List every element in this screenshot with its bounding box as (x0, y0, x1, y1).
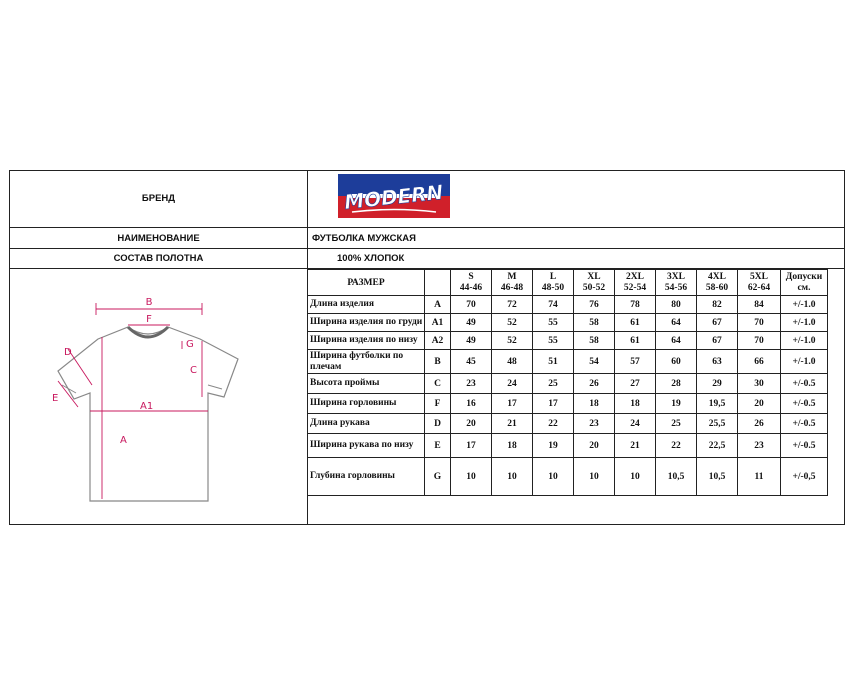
tolerance-value: +/-0.5 (781, 414, 828, 434)
tshirt-measurement-diagram (40, 289, 250, 523)
measurement-value: 52 (492, 332, 533, 350)
size-column-header (574, 270, 615, 296)
tolerance-value: +/-1.0 (781, 296, 828, 314)
diagram-label: C (190, 365, 197, 376)
measurement-value: 67 (697, 332, 738, 350)
name-value: ФУТБОЛКА МУЖСКАЯ (312, 233, 416, 244)
size-name: L (549, 271, 557, 282)
table-row (308, 296, 828, 314)
measurement-code: G (425, 458, 451, 496)
name-label: НАИМЕНОВАНИЕ (117, 233, 200, 244)
measurement-value: 19,5 (697, 394, 738, 414)
fabric-value: 100% ХЛОПОК (337, 253, 405, 264)
measurement-value: 10 (451, 458, 492, 496)
measurement-value: 26 (738, 414, 781, 434)
measurement-name: Ширина изделия по низу (308, 332, 425, 350)
measurement-value: 74 (533, 296, 574, 314)
measurement-value: 76 (574, 296, 615, 314)
measurement-value: 70 (451, 296, 492, 314)
measurement-name: Ширина изделия по груди (308, 314, 425, 332)
size-range: 46-48 (500, 282, 524, 293)
measurement-value: 16 (451, 394, 492, 414)
measurement-value: 23 (451, 374, 492, 394)
tolerance-value: +/-1.0 (781, 314, 828, 332)
measurement-value: 51 (533, 350, 574, 374)
measurement-value: 70 (738, 332, 781, 350)
measurement-value: 70 (738, 314, 781, 332)
svg-text:MODERN: MODERN (343, 179, 445, 215)
measurement-value: 19 (656, 394, 697, 414)
measurement-value: 49 (451, 332, 492, 350)
measurement-name: Ширина рукава по низу (308, 434, 425, 458)
measurement-value: 61 (615, 332, 656, 350)
size-column-header (451, 270, 492, 296)
table-row (308, 414, 828, 434)
table-row (308, 434, 828, 458)
measurement-value: 66 (738, 350, 781, 374)
measurement-value: 58 (574, 314, 615, 332)
measurement-value: 30 (738, 374, 781, 394)
measurement-value: 17 (492, 394, 533, 414)
measurement-value: 64 (656, 314, 697, 332)
measurement-value: 58 (574, 332, 615, 350)
tolerance-value: +/-0.5 (781, 374, 828, 394)
diagram-label: A (120, 435, 127, 446)
divider (10, 248, 844, 249)
table-row (308, 374, 828, 394)
measurement-value: 26 (574, 374, 615, 394)
diagram-label: F (146, 314, 152, 325)
measurement-value: 10 (533, 458, 574, 496)
table-row (308, 458, 828, 496)
size-range: 50-52 (582, 282, 606, 293)
measurement-code: F (425, 394, 451, 414)
measurement-value: 17 (451, 434, 492, 458)
measurement-value: 84 (738, 296, 781, 314)
diagram-label: B (145, 297, 153, 308)
measurement-value: 57 (615, 350, 656, 374)
measurement-code: A (425, 296, 451, 314)
brand-logo (338, 174, 450, 218)
measurement-value: 22,5 (697, 434, 738, 458)
diagram-label: G (186, 339, 194, 350)
measurement-value: 52 (492, 314, 533, 332)
measurement-value: 10,5 (697, 458, 738, 496)
measurement-code: A1 (425, 314, 451, 332)
measurement-value: 10 (574, 458, 615, 496)
tolerance-value: +/-1.0 (781, 350, 828, 374)
size-name: 3XL (667, 271, 685, 282)
measurement-value: 54 (574, 350, 615, 374)
table-row (308, 314, 828, 332)
size-column-header (492, 270, 533, 296)
measurement-value: 48 (492, 350, 533, 374)
measurement-code: C (425, 374, 451, 394)
measurement-value: 24 (615, 414, 656, 434)
measurement-value: 72 (492, 296, 533, 314)
divider (10, 227, 844, 228)
measurement-value: 22 (656, 434, 697, 458)
measurement-value: 21 (615, 434, 656, 458)
size-name: M (507, 271, 517, 282)
code-header (425, 270, 451, 296)
size-column-header (615, 270, 656, 296)
table-row (308, 332, 828, 350)
table-row (308, 350, 828, 374)
measurement-value: 55 (533, 314, 574, 332)
measurement-value: 10,5 (656, 458, 697, 496)
measurement-value: 55 (533, 332, 574, 350)
size-range: 44-46 (459, 282, 483, 293)
measurement-name: Длина изделия (308, 296, 425, 314)
measurement-value: 64 (656, 332, 697, 350)
measurement-value: 82 (697, 296, 738, 314)
size-range: 54-56 (664, 282, 688, 293)
brand-label: БРЕНД (141, 193, 176, 204)
measurement-value: 21 (492, 414, 533, 434)
measurement-value: 11 (738, 458, 781, 496)
measurement-value: 18 (492, 434, 533, 458)
diagram-label: D (64, 347, 72, 358)
measurement-value: 25,5 (697, 414, 738, 434)
size-range: 52-54 (623, 282, 647, 293)
size-range: 48-50 (541, 282, 565, 293)
tolerance-header: Допуски см. (781, 270, 828, 296)
measurement-value: 20 (451, 414, 492, 434)
size-name: S (468, 271, 474, 282)
measurement-value: 29 (697, 374, 738, 394)
measurement-name: Высота проймы (308, 374, 425, 394)
measurement-code: D (425, 414, 451, 434)
size-name: XL (587, 271, 601, 282)
size-name: 2XL (626, 271, 644, 282)
measurement-name: Ширина футболки по плечам (308, 350, 425, 374)
size-column-header (533, 270, 574, 296)
measurement-value: 78 (615, 296, 656, 314)
size-name: 4XL (708, 271, 726, 282)
measurement-value: 25 (533, 374, 574, 394)
size-range: 58-60 (705, 282, 729, 293)
tolerance-value: +/-0.5 (781, 434, 828, 458)
measurement-code: E (425, 434, 451, 458)
measurement-value: 10 (615, 458, 656, 496)
measurement-value: 80 (656, 296, 697, 314)
measurement-value: 19 (533, 434, 574, 458)
size-name: 5XL (750, 271, 768, 282)
tolerance-value: +/-1.0 (781, 332, 828, 350)
fabric-label: СОСТАВ ПОЛОТНА (113, 253, 204, 264)
measurement-value: 60 (656, 350, 697, 374)
measurement-value: 67 (697, 314, 738, 332)
size-column-header (738, 270, 781, 296)
measurement-value: 17 (533, 394, 574, 414)
measurement-value: 24 (492, 374, 533, 394)
measurements-table (307, 269, 828, 496)
tolerance-value: +/-0.5 (781, 394, 828, 414)
size-range: 62-64 (747, 282, 771, 293)
diagram-label: A1 (140, 401, 154, 412)
measurement-value: 61 (615, 314, 656, 332)
measurement-value: 20 (574, 434, 615, 458)
size-header-row (308, 270, 828, 296)
measurement-name: Глубина горловины (308, 458, 425, 496)
size-header: РАЗМЕР (308, 270, 425, 296)
measurement-code: B (425, 350, 451, 374)
measurement-value: 23 (738, 434, 781, 458)
divider (307, 171, 308, 269)
diagram-label: E (52, 393, 59, 404)
measurement-value: 45 (451, 350, 492, 374)
size-column-header (697, 270, 738, 296)
size-column-header (656, 270, 697, 296)
measurement-value: 18 (574, 394, 615, 414)
measurement-value: 18 (615, 394, 656, 414)
tolerance-value: +/-0,5 (781, 458, 828, 496)
measurement-code: A2 (425, 332, 451, 350)
measurement-value: 23 (574, 414, 615, 434)
measurement-value: 63 (697, 350, 738, 374)
measurement-value: 10 (492, 458, 533, 496)
measurement-name: Длина рукава (308, 414, 425, 434)
measurement-value: 20 (738, 394, 781, 414)
measurement-value: 22 (533, 414, 574, 434)
measurement-value: 49 (451, 314, 492, 332)
measurement-value: 28 (656, 374, 697, 394)
size-chart-sheet (9, 170, 845, 525)
measurement-value: 25 (656, 414, 697, 434)
measurement-value: 27 (615, 374, 656, 394)
table-row (308, 394, 828, 414)
measurement-name: Ширина горловины (308, 394, 425, 414)
